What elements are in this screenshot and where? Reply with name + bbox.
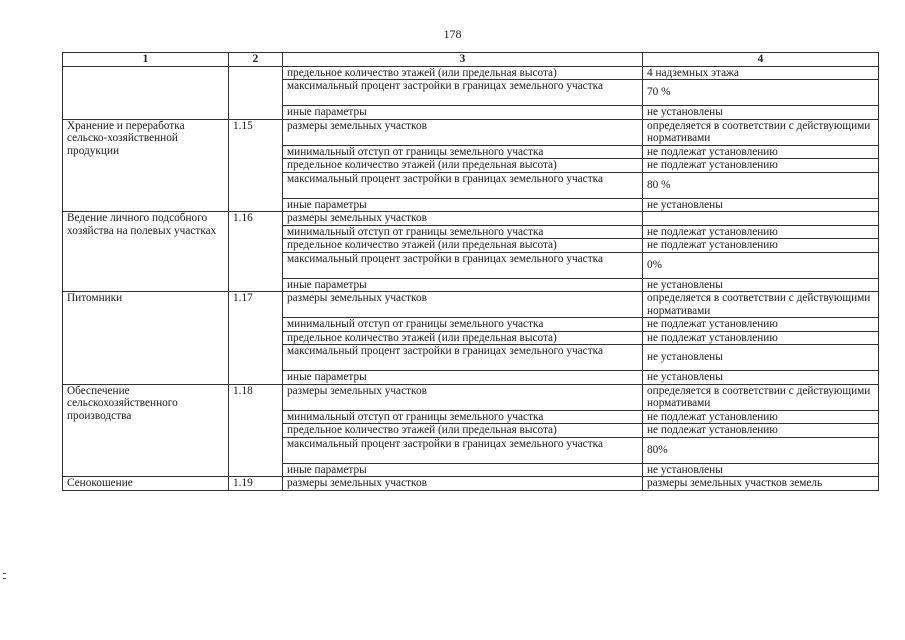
table-row	[63, 292, 879, 318]
value-cell: не установлены	[643, 106, 879, 120]
parameter-cell: минимальный отступ от границы земельного участка	[283, 145, 643, 159]
land-use-code-cell: 1.17	[229, 292, 283, 385]
value-cell: не подлежат установлению	[643, 145, 879, 159]
value-cell: не подлежат установлению	[643, 331, 879, 345]
value-cell: не подлежат установлению	[643, 424, 879, 438]
land-use-type-cell: Хранение и переработка сельско-хозяйственной продукции	[63, 119, 229, 212]
value-cell: не установлены	[643, 371, 879, 385]
land-use-type-cell: Сенокошение	[63, 477, 229, 491]
parameter-cell: максимальный процент застройки в границах земельного участка	[283, 172, 643, 198]
value-cell: не подлежат установлению	[643, 225, 879, 239]
land-use-code-cell: 1.16	[229, 212, 283, 292]
column-header: 2	[229, 53, 283, 67]
parameter-cell: предельное количество этажей (или предельная высота)	[283, 239, 643, 253]
parameter-cell: максимальный процент застройки в границах земельного участка	[283, 252, 643, 278]
value-cell: определяется в соответствии с действующими нормативами	[643, 119, 879, 145]
column-header: 4	[643, 53, 879, 67]
table-row	[63, 477, 879, 491]
value-cell: не установлены	[643, 198, 879, 212]
table-row	[63, 384, 879, 410]
column-header: 1	[63, 53, 229, 67]
value-cell: 80 %	[643, 172, 879, 198]
parameter-cell: размеры земельных участков	[283, 292, 643, 318]
value-cell: определяется в соответствии с действующими нормативами	[643, 384, 879, 410]
value-cell: не установлены	[643, 345, 879, 371]
value-cell: не подлежат установлению	[643, 159, 879, 173]
land-use-code-cell: 1.18	[229, 384, 283, 477]
value-cell: не подлежат установлению	[643, 318, 879, 332]
value-cell: размеры земельных участков земель	[643, 477, 879, 491]
parameter-cell: максимальный процент застройки в границах земельного участка	[283, 345, 643, 371]
parameter-cell: иные параметры	[283, 278, 643, 292]
parameter-cell: максимальный процент застройки в границах земельного участка	[283, 80, 643, 106]
land-use-regulations-table	[62, 52, 879, 491]
parameter-cell: минимальный отступ от границы земельного участка	[283, 225, 643, 239]
page-number: 178	[443, 27, 462, 41]
value-cell: определяется в соответствии с действующими нормативами	[643, 292, 879, 318]
land-use-type-cell: Ведение личного подсобного хозяйства на полевых участках	[63, 212, 229, 292]
parameter-cell: максимальный процент застройки в границах земельного участка	[283, 437, 643, 463]
table-row	[63, 66, 879, 80]
value-cell: не подлежат установлению	[643, 410, 879, 424]
parameter-cell: размеры земельных участков	[283, 119, 643, 145]
table-row	[63, 212, 879, 226]
column-header: 3	[283, 53, 643, 67]
parameter-cell: иные параметры	[283, 106, 643, 120]
land-use-code-cell	[229, 66, 283, 119]
scan-edge-mark	[3, 573, 6, 574]
parameter-cell: минимальный отступ от границы земельного участка	[283, 318, 643, 332]
parameter-cell: предельное количество этажей (или предельная высота)	[283, 424, 643, 438]
parameter-cell: предельное количество этажей (или предельная высота)	[283, 159, 643, 173]
land-use-type-cell: Питомники	[63, 292, 229, 385]
parameter-cell: предельное количество этажей (или предельная высота)	[283, 331, 643, 345]
parameter-cell: иные параметры	[283, 198, 643, 212]
value-cell	[643, 212, 879, 226]
scan-edge-mark	[3, 578, 6, 579]
parameter-cell: минимальный отступ от границы земельного участка	[283, 410, 643, 424]
value-cell: не подлежат установлению	[643, 239, 879, 253]
land-use-type-cell: Обеспечение сельскохозяйственного производства	[63, 384, 229, 477]
land-use-code-cell: 1.15	[229, 119, 283, 212]
parameter-cell: иные параметры	[283, 371, 643, 385]
value-cell: 80%	[643, 437, 879, 463]
value-cell: 4 надземных этажа	[643, 66, 879, 80]
parameter-cell: размеры земельных участков	[283, 384, 643, 410]
value-cell: не установлены	[643, 463, 879, 477]
land-use-code-cell: 1.19	[229, 477, 283, 491]
parameter-cell: предельное количество этажей (или предельная высота)	[283, 66, 643, 80]
table-row	[63, 119, 879, 145]
value-cell: 0%	[643, 252, 879, 278]
value-cell: не установлены	[643, 278, 879, 292]
parameter-cell: размеры земельных участков	[283, 212, 643, 226]
table-header-row	[63, 53, 879, 67]
land-use-type-cell	[63, 66, 229, 119]
parameter-cell: размеры земельных участков	[283, 477, 643, 491]
parameter-cell: иные параметры	[283, 463, 643, 477]
value-cell: 70 %	[643, 80, 879, 106]
